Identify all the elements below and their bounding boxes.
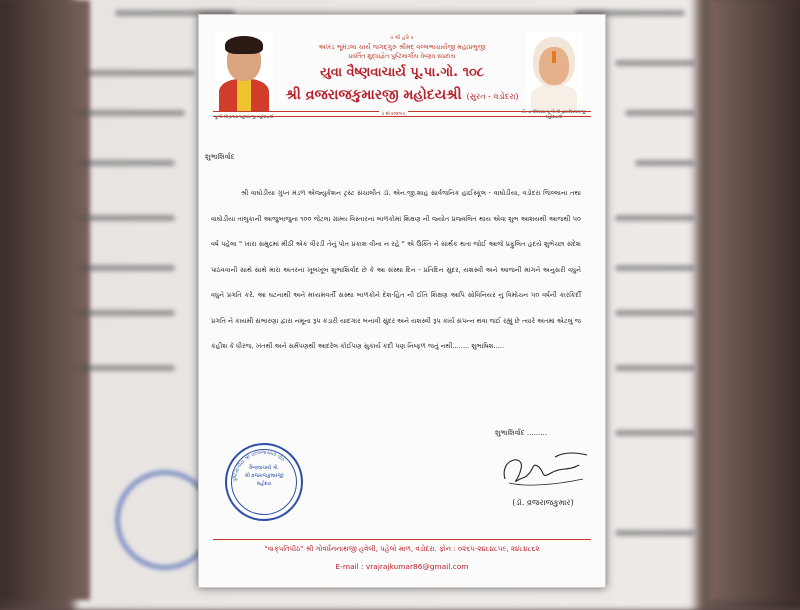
letter-greeting: શુભાશિર્વાદ bbox=[205, 153, 235, 161]
portrait-photo-left bbox=[215, 31, 273, 117]
letterhead-place: (સુરત - વડોદરા) bbox=[466, 92, 519, 101]
official-seal bbox=[225, 443, 303, 521]
background-shadow-left bbox=[0, 0, 90, 600]
footer-rule bbox=[213, 539, 591, 540]
header-rule-bottom bbox=[213, 116, 591, 117]
footer-email: E-mail : vrajrajkumar86@gmail.com bbox=[335, 562, 469, 571]
letterhead-invocation: ॥ શ્રી હરિ ॥ bbox=[390, 35, 414, 41]
portrait-photo-right bbox=[525, 31, 583, 117]
seal-line-2: શ્રી વ્રજરાજકુમારજી bbox=[244, 474, 284, 479]
letter-paper bbox=[198, 14, 606, 588]
letterhead-name bbox=[279, 87, 525, 103]
header-rule-label: ॥ શ્રી વલ્લભ ॥ bbox=[379, 111, 408, 116]
signature bbox=[495, 449, 591, 515]
seal-ring-text: પુષ્ટિમાર્ગીય શ્રી વલ્લભાચાર્ય પીઠ bbox=[231, 449, 286, 483]
signature-name: (ડૉ. વ્રજરાજકુમાર) bbox=[512, 498, 574, 507]
footer-address: "વાક્‌પતિપીઠ" શ્રી ગોવર્ધનનાથજી હવેલી, પહેલો માળ, વડોદરા. ફોન : ૦૨૬૫-૨૪૮૪૮૫૯, ૨૪૮૪૮૬૨ bbox=[264, 545, 540, 553]
letterhead-line-2: પ્રવર્તિત શુદ્ધાદ્વૈત પુષ્ટિમાર્ગીય વૈષ્ણવ સંપ્રદાય bbox=[348, 53, 456, 60]
seal-line-3: મહોદય bbox=[256, 482, 272, 487]
letter-closing: શુભાશિર્વાદ ......... bbox=[495, 429, 547, 437]
seal-line-1: વૈષ્ણવાચાર્ય ગો. bbox=[249, 466, 279, 471]
background-shadow-right bbox=[710, 0, 800, 600]
letterhead-title: યુવા વૈષ્ણવાચાર્ય પૂ.પા.ગો. ૧૦૮ bbox=[320, 65, 484, 80]
letterhead-name-text: શ્રી વ્રજરાજકુમારજી મહોદયશ્રી bbox=[285, 87, 462, 103]
letterhead-line-1: અખંડ ભૂમંડલા ચાર્ય જગદ્‌ગુરુ શ્રીમદ્ વલ્લભાચાર્યજી મહાપ્રભુજી bbox=[318, 43, 486, 51]
letter-body: શ્રી વાઘોડીયા ગુપ્ત મંડળ એજ્યુકેશન ટ્રસ્ટ સંચાલીત ડૉ. એન.જી.શાહ સાર્વજનિક હાઈસ્કૂલ - વાઘોડીયા, વડોદરા જિલ્લાના તથા વાઘોડીયા તાલુકાની આજુબાજુના ૧૦૦ જેટલા ગ્રામ્ય વિસ્તારના બાળકોમાં શિક્ષણ ની જ્યોત પ્રજ્વલિત થાય એવા શુભ આશયથી આજથી ૫૦ વર્ષ પહેલા " ખારા સમુદ્રમાં મીઠી એક વીરડી તેનું પોત પ્રકાશ વીના ન રહે " એ ઉક્તિ ને સાર્થક થતા જોઈ આજે પ્રફુલિત હૃદયે શુભેચ્છા સંદેશ પાઠવવાની સાથે સાથે મારા અંતરના ખૂબખૂબ શુભાશિર્વાદ છે કે આ સંસ્થા દિન - પ્રતિદિન સુંદર, યશસ્વી અને આજની માંગને અનુસરી વધુને વધુને પ્રગતિ કરે. આ ઘટનાથી અને મધ્યમવર્તી સંસ્થા બાળકોને દેશ-હિત ની ઈતિ શિક્ષણ આપિ સોવિનિયર નું વિમોચન ૫૦ વર્ષની કારકિર્દી પ્રગતિ ને કાયમી સંભારણા દ્વારા નમૂના રૂપ કંડારી યાદગાર બનાવી સુંદર અને યશસ્વી રૂપ કાર્ય સંપન્ન થવા જઈ રહ્યું છે ત્યારે અંતમાં એટલું જ કહીશ કે ધીરજ, ખંતથી અને સર્મપણથી આદરેલ કોઈપણ સુકાર્ય કદી પણ નિષ્ફળ જતું નથી........ શુભાષિશ..... bbox=[211, 189, 581, 350]
seal-center-text bbox=[240, 465, 288, 489]
